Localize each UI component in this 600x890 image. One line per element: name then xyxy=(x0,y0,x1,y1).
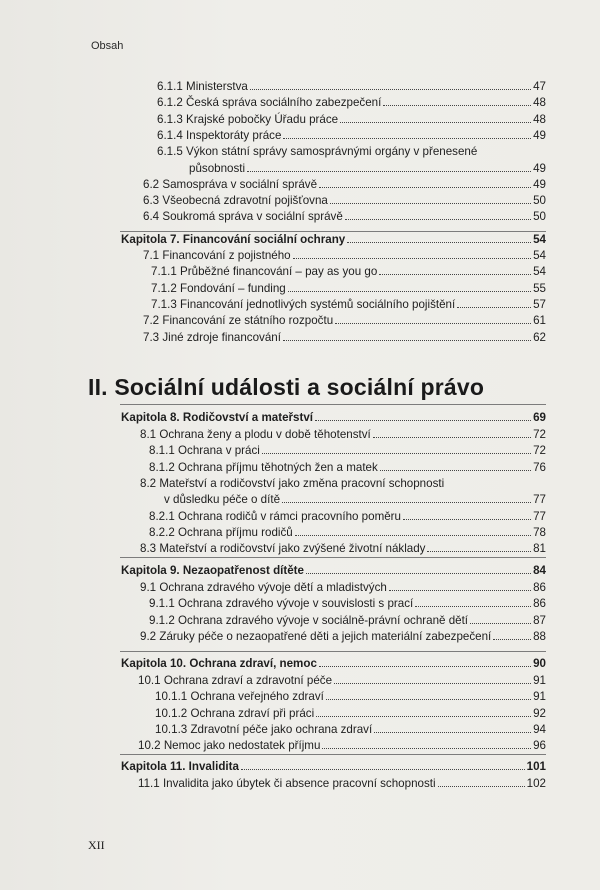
dot-leader xyxy=(427,541,531,552)
chapter-heading xyxy=(121,759,546,774)
section-number: 8.3 xyxy=(140,542,157,556)
toc-entry xyxy=(151,281,546,296)
toc-entry xyxy=(138,776,546,791)
section-title: Česká správa sociálního zabezpečení xyxy=(186,96,382,110)
dot-leader xyxy=(345,209,531,220)
toc-entry-title xyxy=(143,178,317,192)
toc-entry xyxy=(140,629,546,644)
toc-entry xyxy=(140,427,546,442)
section-number: 10.1.3 xyxy=(155,722,188,736)
toc-entry xyxy=(151,297,546,312)
toc-entry-title xyxy=(121,233,345,247)
toc-entry-title xyxy=(143,210,343,224)
toc-entry xyxy=(140,541,546,556)
dot-leader xyxy=(241,759,525,770)
section-title: Ochrana zdravého vývoje dětí a mladistvých xyxy=(159,581,387,594)
section-title: Nezaopatřenost dítěte xyxy=(182,564,304,577)
toc-entry xyxy=(157,95,546,110)
dot-leader xyxy=(306,563,531,574)
page-ref: 91 xyxy=(533,690,546,704)
chapter-heading xyxy=(121,563,546,578)
section-number: 7.3 xyxy=(143,330,160,344)
dot-leader xyxy=(282,492,531,503)
toc-entry-title xyxy=(164,493,280,507)
chapter-label: Kapitola 9. xyxy=(121,564,180,577)
page-ref: 54 xyxy=(533,233,546,246)
dot-leader xyxy=(380,460,531,471)
dot-leader xyxy=(415,596,531,607)
dot-leader xyxy=(319,177,531,188)
page-ref: 48 xyxy=(533,112,546,126)
toc-entry-title xyxy=(143,194,328,208)
page-ref: 91 xyxy=(533,674,546,687)
section-title: Financování jednotlivých systémů sociálního pojištění xyxy=(180,297,456,311)
toc-entry xyxy=(143,193,546,208)
page-ref: 76 xyxy=(533,460,546,474)
dot-leader xyxy=(293,248,531,259)
dot-leader xyxy=(283,128,531,139)
toc-entry xyxy=(157,144,546,159)
section-title: Inspektoráty práce xyxy=(186,128,282,142)
dot-leader xyxy=(340,112,531,123)
toc-entry-title xyxy=(155,707,314,721)
toc-entry xyxy=(155,689,546,704)
toc-entry xyxy=(149,525,546,540)
chapter-heading xyxy=(121,656,546,671)
page-ref: 78 xyxy=(533,525,546,539)
toc-entry-title xyxy=(149,444,260,458)
section-number: 8.1.1 xyxy=(149,444,175,458)
dot-leader xyxy=(247,161,531,172)
section-number: 9.1.2 xyxy=(149,613,175,627)
toc-entry xyxy=(149,443,546,458)
dot-leader xyxy=(250,79,531,90)
section-title: Financování sociální ochrany xyxy=(182,233,346,246)
section-title: Ochrana zdraví při práci xyxy=(190,706,315,720)
page-ref: 54 xyxy=(533,249,546,262)
toc-entry-title xyxy=(151,298,455,312)
section-number: 10.1 xyxy=(138,674,161,687)
divider xyxy=(120,651,546,652)
dot-leader xyxy=(319,656,531,667)
toc-entry xyxy=(143,330,546,345)
page-ref: 72 xyxy=(533,428,546,441)
page-number: XII xyxy=(88,838,105,852)
divider xyxy=(120,754,546,755)
section-number: 8.2.1 xyxy=(149,509,175,523)
page-ref: 90 xyxy=(533,657,546,670)
section-title: Samospráva v sociální správě xyxy=(162,177,318,191)
section-title: Invalidita xyxy=(188,760,239,773)
section-number: 7.1.3 xyxy=(151,297,177,311)
page-ref: 50 xyxy=(533,210,546,224)
page-ref: 61 xyxy=(533,314,546,328)
dot-leader xyxy=(315,410,531,421)
section-number: 6.2 xyxy=(143,177,160,191)
section-title: Ochrana příjmu těhotných žen a matek xyxy=(178,460,378,474)
toc-entry-title xyxy=(140,428,371,442)
page-ref: 88 xyxy=(533,629,546,643)
toc-entry xyxy=(143,248,546,263)
toc-entry-title xyxy=(140,630,491,644)
page-ref: 86 xyxy=(533,597,546,611)
section-title: Všeobecná zdravotní pojišťovna xyxy=(162,194,328,208)
page-ref: 54 xyxy=(533,265,546,279)
section-number: 10.2 xyxy=(138,739,161,753)
toc-entry xyxy=(143,177,546,192)
section-title: Financování ze státního rozpočtu xyxy=(162,314,334,328)
page-ref: 72 xyxy=(533,444,546,458)
dot-leader xyxy=(493,629,531,640)
running-head: Obsah xyxy=(91,40,124,52)
toc-entry-title xyxy=(138,674,332,688)
toc-entry xyxy=(155,722,546,737)
toc-entry xyxy=(138,738,546,753)
section-title: Fondování – funding xyxy=(180,281,286,295)
section-title: Ochrana zdraví, nemoc xyxy=(189,657,317,670)
toc-entry-title xyxy=(121,657,317,671)
toc-entry xyxy=(149,509,546,524)
section-number: 8.1.2 xyxy=(149,460,175,474)
page-ref: 84 xyxy=(533,564,546,577)
section-title: Nemoc jako nedostatek příjmu xyxy=(163,739,321,753)
section-title: Záruky péče o nezaopatřené děti a jejich materiální zabezpečení xyxy=(159,629,492,643)
dot-leader xyxy=(316,706,531,717)
section-title: Ochrana ženy a plodu v době těhotenství xyxy=(159,428,371,441)
page-ref: 86 xyxy=(533,581,546,594)
dot-leader xyxy=(322,738,531,749)
page-ref: 101 xyxy=(526,760,546,773)
section-title: Soukromá správa v sociální správě xyxy=(162,210,343,224)
toc-entry xyxy=(140,476,546,491)
divider xyxy=(120,557,546,558)
section-title: Ochrana zdraví a zdravotní péče xyxy=(163,674,333,687)
page-ref: 92 xyxy=(533,706,546,720)
toc-entry xyxy=(155,706,546,721)
section-title: Výkon státní správy samosprávnými orgány v přenesené xyxy=(186,145,478,159)
section-title: Ochrana zdravého vývoje v sociálně-právní ochraně dětí xyxy=(178,613,469,627)
section-number: 9.1.1 xyxy=(149,597,175,611)
section-title: Mateřství a rodičovství jako zvýšené životní náklady xyxy=(159,542,426,556)
section-title: Invalidita jako úbytek či absence pracovní schopnosti xyxy=(162,777,436,790)
toc-entry xyxy=(157,112,546,127)
section-title: Zdravotní péče jako ochrana zdraví xyxy=(190,722,373,736)
section-title: Ochrana příjmu rodičů xyxy=(178,525,293,539)
dot-leader xyxy=(347,232,531,243)
page-ref: 77 xyxy=(533,493,546,507)
toc-entry xyxy=(149,596,546,611)
section-title: Jiné zdroje financování xyxy=(162,330,281,344)
section-title: Financování z pojistného xyxy=(162,249,291,262)
chapter-label: Kapitola 8. xyxy=(121,411,180,424)
toc-entry-title xyxy=(157,129,281,143)
section-title: Ochrana rodičů v rámci pracovního poměru xyxy=(178,509,401,523)
dot-leader xyxy=(374,722,531,733)
dot-leader xyxy=(389,580,531,591)
toc-entry xyxy=(157,79,546,94)
toc-entry xyxy=(164,492,546,507)
toc-entry-title xyxy=(155,690,324,704)
section-title: Ochrana zdravého vývoje v souvislosti s prací xyxy=(178,597,414,611)
toc-entry-title xyxy=(151,265,377,279)
page-ref: 102 xyxy=(526,777,546,790)
page-ref: 55 xyxy=(533,281,546,295)
section-number: 6.4 xyxy=(143,210,160,224)
toc-entry xyxy=(143,313,546,328)
toc-entry xyxy=(149,613,546,628)
page-ref: 87 xyxy=(533,613,546,627)
section-title: Rodičovství a mateřství xyxy=(182,411,314,424)
section-number: 10.1.2 xyxy=(155,706,188,720)
toc-entry-title xyxy=(143,331,281,345)
toc-entry-title xyxy=(157,145,477,159)
toc-entry-title xyxy=(140,542,425,556)
toc-entry xyxy=(140,580,546,595)
toc-entry xyxy=(143,209,546,224)
dot-leader xyxy=(379,264,531,275)
toc-entry-title xyxy=(157,80,248,94)
dot-leader xyxy=(457,297,531,308)
toc-entry-title xyxy=(121,760,239,774)
toc-entry-title xyxy=(143,249,291,263)
section-title: Ochrana v práci xyxy=(178,444,260,458)
toc-entry-title xyxy=(121,411,313,425)
dot-leader xyxy=(383,95,531,106)
toc-entry xyxy=(157,128,546,143)
section-title: Mateřství a rodičovství jako změna pracovní schopnosti xyxy=(159,476,445,490)
dot-leader xyxy=(295,525,531,536)
dot-leader xyxy=(335,313,531,324)
dot-leader xyxy=(373,427,531,438)
section-title: Ochrana veřejného zdraví xyxy=(190,690,324,704)
divider xyxy=(120,231,546,232)
chapter-heading xyxy=(121,410,546,425)
section-number: 9.2 xyxy=(140,629,157,643)
chapter-heading xyxy=(121,232,546,247)
page-ref: 49 xyxy=(533,128,546,142)
chapter-label: Kapitola 10. xyxy=(121,657,187,670)
section-title: v důsledku péče o dítě xyxy=(164,493,281,507)
toc-entry-title xyxy=(189,162,245,176)
dot-leader xyxy=(326,689,531,700)
dot-leader xyxy=(262,443,531,454)
section-number: 7.2 xyxy=(143,314,160,328)
section-title: působnosti xyxy=(189,161,246,175)
toc-entry-title xyxy=(143,314,333,328)
section-number: 7.1.1 xyxy=(151,265,177,279)
section-number: 11.1 xyxy=(138,777,160,790)
dot-leader xyxy=(288,281,531,292)
section-number: 8.2 xyxy=(140,476,157,490)
toc-entry xyxy=(151,264,546,279)
section-number: 6.1.3 xyxy=(157,112,183,126)
section-number: 6.3 xyxy=(143,194,160,208)
section-title: Ministerstva xyxy=(186,80,248,93)
page-ref: 96 xyxy=(533,739,546,753)
chapter-label: Kapitola 7. xyxy=(121,233,180,246)
page-ref: 77 xyxy=(533,509,546,523)
dot-leader xyxy=(283,330,531,341)
toc-entry-title xyxy=(157,113,338,127)
section-number: 8.1 xyxy=(140,428,157,441)
page-ref: 47 xyxy=(533,80,546,93)
toc-entry-title xyxy=(149,526,293,540)
page-ref: 50 xyxy=(533,194,546,208)
section-number: 10.1.1 xyxy=(155,690,188,704)
toc-entry-title xyxy=(149,597,413,611)
page-ref: 81 xyxy=(533,542,546,556)
section-number: 6.1.1 xyxy=(157,80,183,93)
section-number: 7.1.2 xyxy=(151,281,177,295)
toc-entry-title xyxy=(140,581,387,595)
dot-leader xyxy=(403,509,531,520)
page-ref: 69 xyxy=(533,411,546,424)
dot-leader xyxy=(334,673,531,684)
toc-entry-title xyxy=(151,282,286,296)
toc-entry-title xyxy=(121,564,304,578)
section-number: 8.2.2 xyxy=(149,525,175,539)
dot-leader xyxy=(330,193,531,204)
chapter-label: Kapitola 11. xyxy=(121,760,186,773)
toc-entry-title xyxy=(138,777,436,791)
section-number: 6.1.2 xyxy=(157,96,183,110)
toc-entry-title xyxy=(155,723,372,737)
page-ref: 48 xyxy=(533,96,546,110)
toc-entry-title xyxy=(149,510,401,524)
toc-entry-title xyxy=(138,739,320,753)
toc-entry xyxy=(189,161,546,176)
toc-entry-title xyxy=(149,614,468,628)
dot-leader xyxy=(470,613,531,624)
page-ref: 94 xyxy=(533,722,546,736)
page-ref: 62 xyxy=(533,330,546,344)
section-number: 6.1.5 xyxy=(157,145,183,159)
toc-entry-title xyxy=(157,96,381,110)
toc-entry-title xyxy=(140,477,444,491)
toc-entry xyxy=(138,673,546,688)
section-number: 7.1 xyxy=(143,249,160,262)
section-title: Krajské pobočky Úřadu práce xyxy=(186,112,339,126)
divider xyxy=(120,404,546,405)
toc-entry-title xyxy=(149,461,378,475)
section-number: 9.1 xyxy=(140,581,157,594)
dot-leader xyxy=(438,776,525,787)
part-title: II. Sociální události a sociální právo xyxy=(88,374,485,400)
page-ref: 49 xyxy=(533,177,546,191)
section-title: Průběžné financování – pay as you go xyxy=(180,265,378,279)
section-number: 6.1.4 xyxy=(157,128,183,142)
toc-entry xyxy=(149,460,546,475)
page-ref: 49 xyxy=(533,161,546,175)
page-ref: 57 xyxy=(533,297,546,311)
